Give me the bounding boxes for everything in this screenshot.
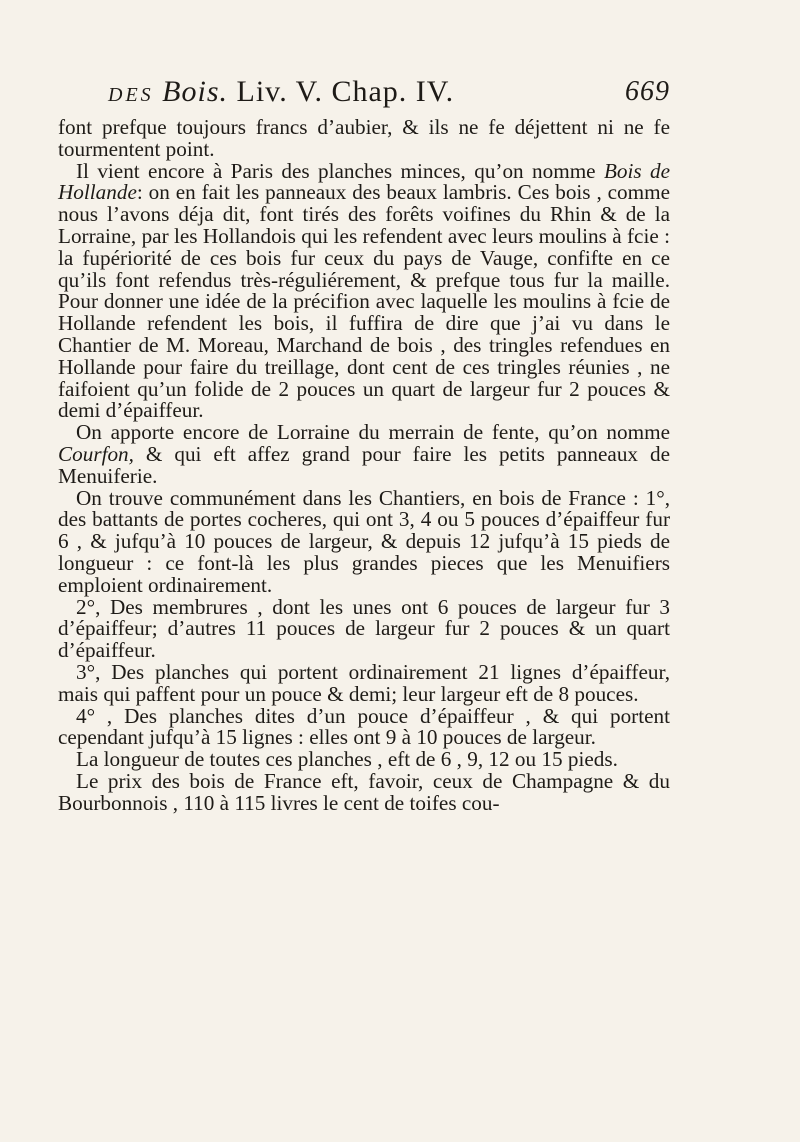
paragraph-2-pre: Il vient encore à Paris des planches minces, qu’on nomme [76, 158, 604, 183]
paragraph-5: 2°, Des membrures , dont les unes ont 6 pouces de largeur fur 3 d’épaiffeur; d’autres 11 pouces de largeur fur 2 pouces & un quart d’épaiffeur. [58, 594, 670, 663]
courfon-term: Courfon, [58, 441, 134, 466]
bois-de-hollande-term: Bois de Hollande [58, 158, 670, 205]
header-des: DES [108, 84, 154, 106]
paragraph-8: La longueur de toutes ces planches , eft de 6 , 9, 12 ou 15 pieds. [76, 747, 618, 772]
paragraph-4: On trouve communément dans les Chantiers, en bois de France : 1°, des battants de portes cocheres, qui ont 3, 4 ou 5 pouces d’épaiffeur fur 6 , & jufqu’à 10 pouces de largeur, & depuis 12 jufqu’à 15 pieds de longueur : ce font-là les plus grandes pieces que les Menuifiers emploient ordinairement. [58, 485, 670, 597]
paragraph-3-pre: On apporte encore de Lorraine du merrain de fente, qu’on nomme [76, 420, 670, 445]
running-header [108, 72, 670, 112]
paragraph-9: Le prix des bois de France eft, favoir, ceux de Champagne & du Bourbonnois , 110 à 115 livres le cent de toifes cou- [58, 768, 670, 815]
header-title [108, 72, 454, 115]
paragraph-2 [58, 158, 670, 423]
header-bois: Bois. [162, 75, 229, 108]
paragraph-3 [58, 422, 670, 487]
page-number: 669 [625, 76, 670, 107]
header-chapter: Liv. V. Chap. IV. [236, 75, 455, 108]
paragraph-1: font prefque toujours francs d’aubier, & ils ne fe déjettent ni ne fe tourmentent point. [58, 115, 670, 161]
paragraph-6: 3°, Des planches qui portent ordinairement 21 lignes d’épaiffeur, mais qui paffent pour un pouce & demi; leur largeur eft de 8 pouces. [58, 659, 670, 706]
paragraph-7: 4° , Des planches dites d’un pouce d’épaiffeur , & qui portent cependant jufqu’à 15 lignes : elles ont 9 à 10 pouces de largeur. [58, 703, 670, 750]
paragraph-2-post: : on en fait les panneaux des beaux lambris. Ces bois , comme nous l’avons déja dit, font tirés des forêts voifines du Rhin & de la Lorraine, par les Hollandois qui les refendent avec leurs moulins à fcie : la fupériorité de ces bois fur ceux du pays de Vauge, confifte en ce qu’ils font refendus très-réguliérement, & prefque tous fur la maille. Pour donner une idée de la précifion avec laquelle les moulins à fcie de Hollande refendent les bois, il fuffira de dire que j’ai vu dans le Chantier de M. Moreau, Marchand de bois , des tringles refendues en Hollande pour faire du treillage, dont cent de ces tringles réunies , ne faifoient qu’un folide de 2 pouces un quart de largeur fur 2 pouces & demi d’épaiffeur. [58, 180, 670, 423]
body-text [58, 117, 670, 815]
paragraph-3-post: & qui eft affez grand pour faire les petits panneaux de Menuiferie. [58, 441, 670, 488]
